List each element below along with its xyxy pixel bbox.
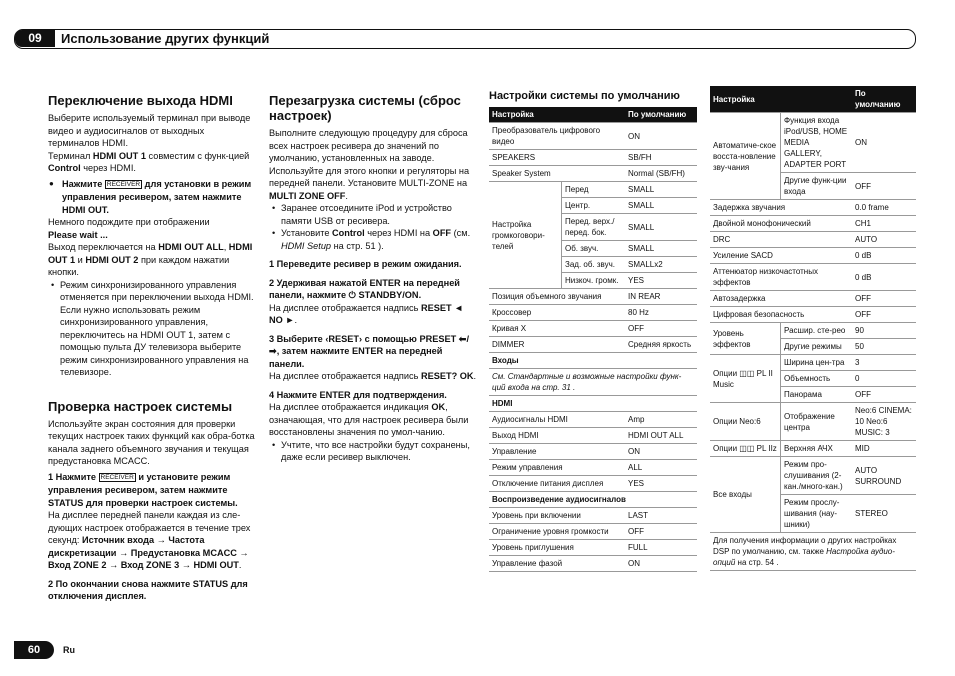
cell: Все входы — [710, 457, 781, 533]
cell: 90 — [852, 323, 916, 339]
cell: Опции ◫◫ PL IIz — [710, 441, 781, 457]
cell: Amp — [625, 412, 697, 428]
paragraph — [48, 509, 256, 572]
text: Control — [48, 163, 81, 173]
text: Для получения информации о других настройках DSP по умолчанию, см. также — [713, 536, 897, 556]
text: и — [75, 254, 86, 265]
cell: Верхняя АЧХ — [781, 441, 853, 457]
cell: 50 — [852, 339, 916, 355]
cell: Режим прослу-шивания (нау-шники) — [781, 495, 853, 533]
table-row — [710, 264, 916, 291]
defaults-table-2 — [710, 86, 916, 571]
header-setting: Настройка — [489, 107, 625, 123]
step-1 — [48, 471, 256, 510]
text: MULTI ZONE OFF — [269, 190, 346, 201]
table-row — [489, 540, 697, 556]
text: Нажмите — [62, 178, 105, 189]
cell: Входы — [489, 353, 697, 369]
table-row — [710, 291, 916, 307]
cell: См. Стандартные и возможные настройки функ-ций входа на стр. 31 . — [489, 369, 697, 396]
text: через HDMI на — [364, 228, 433, 238]
instruction — [48, 178, 256, 217]
receiver-key-icon: RECEIVER — [106, 180, 141, 188]
cell: Аттенюатор низкочастотных эффектов — [710, 264, 852, 291]
cell: Уровень при включении — [489, 508, 625, 524]
paragraph: Немного подождите при отображении — [48, 217, 210, 227]
section-title-reset: Перезагрузка системы (сброс настроек) — [269, 93, 461, 123]
cell: Преобразователь цифрового видео — [489, 123, 625, 150]
cell: Панорама — [781, 387, 853, 403]
text: . — [473, 371, 477, 381]
cell: SMALL — [625, 198, 697, 214]
cell: FULL — [625, 540, 697, 556]
cell: Средняя яркость — [625, 337, 697, 353]
cell: SMALL — [625, 241, 697, 257]
link-hdmi-setup[interactable]: HDMI Setup — [281, 240, 332, 251]
paragraph: Выберите используемый терминал при выводе видео и аудиосигналов от выходных терминалов HDMI. — [48, 113, 251, 148]
table-row — [489, 428, 697, 444]
cell: STEREO — [852, 495, 916, 533]
table-row — [710, 248, 916, 264]
cell: Кривая X — [489, 321, 625, 337]
cell: DRC — [710, 232, 852, 248]
cell: Neo:6 CINEMA: 10 Neo:6 MUSIC: 3 — [852, 403, 916, 441]
table-row — [710, 403, 916, 441]
section-title-defaults: Настройки системы по умолчанию — [489, 90, 680, 102]
table-row — [489, 321, 697, 337]
text: (см. — [451, 228, 471, 238]
cell: YES — [625, 476, 697, 492]
cell: OFF — [625, 524, 697, 540]
note-bullet: • Режим синхронизированного управления отменяется при переключении выхода HDMI. Если нужно использовать режим синхронизированного управления, переключитесь на HDMI OUT 1, затем с помощью пульта ДУ телевизора выберите режим синхронизированного управления на телевизоре. — [48, 279, 256, 379]
table-row — [489, 289, 697, 305]
text: при каждом нажатии кнопки. — [48, 254, 230, 277]
link-audio-options[interactable]: Настройка аудио-опций — [713, 547, 895, 567]
paragraph — [269, 302, 478, 327]
paragraph — [269, 370, 478, 383]
cell: IN REAR — [625, 289, 697, 305]
table-row — [710, 232, 916, 248]
text: и установите режим управления ресивером, затем нажмите STATUS для проверки настроек системы. — [48, 471, 238, 508]
cell: HDMI OUT ALL — [625, 428, 697, 444]
text: HDMI OUT 2 — [85, 254, 139, 265]
step-3: 3 Выберите ‹RESET› с помощью PRESET ⬅/➡, затем нажмите ENTER на передней панели. — [269, 333, 470, 369]
cell — [710, 533, 916, 571]
cell: Автозадержка — [710, 291, 852, 307]
cell: Автоматиче-ское восста-новление зву-чания — [710, 113, 781, 200]
cell: SMALL — [625, 182, 697, 198]
language-code: Ru — [63, 645, 75, 655]
cell: 80 Hz — [625, 305, 697, 321]
table-row — [489, 524, 697, 540]
cell: ON — [625, 556, 697, 572]
chapter-header — [14, 29, 916, 49]
cell: Центр. — [562, 198, 626, 214]
column-4 — [710, 86, 918, 571]
cell: 3 — [852, 355, 916, 371]
text: на стр. 54 . — [735, 558, 779, 567]
step-1: 1 Переведите ресивер в режим ожидания. — [269, 259, 462, 269]
cell: Двойной монофонический — [710, 216, 852, 232]
paragraph — [269, 401, 478, 439]
text: На дисплее передней панели каждая из сле-дующих настроек отображается в течение трех секунд: — [48, 510, 251, 545]
cell: SPEAKERS — [489, 150, 625, 166]
cell: Отключение питания дисплея — [489, 476, 625, 492]
cell: Низкоч. громк. — [562, 273, 626, 289]
table-header — [489, 107, 697, 123]
table-row — [489, 556, 697, 572]
note-bullet: • Заранее отсоедините iPod и устройство памяти USB от ресивера. — [269, 202, 478, 227]
table-row — [489, 123, 697, 150]
cell: SB/FH — [625, 150, 697, 166]
cell: Расшир. сте-рео — [781, 323, 853, 339]
cell: Перед. верх./перед. бок. — [562, 214, 626, 241]
cell: Уровень приглушения — [489, 540, 625, 556]
table-row — [710, 323, 916, 339]
cell: OFF — [852, 307, 916, 323]
cell: Объемность — [781, 371, 853, 387]
table-header — [710, 86, 916, 113]
text: Терминал — [48, 150, 93, 161]
cell: AUTO — [852, 232, 916, 248]
cell: Опции ◫◫ PL II Music — [710, 355, 781, 403]
cell: Функция входа iPod/USB, HOME MEDIA GALLERY, ADAPTER PORT — [781, 113, 853, 173]
table-row — [710, 216, 916, 232]
cell: ON — [625, 123, 697, 150]
cell: Перед — [562, 182, 626, 198]
chapter-number: 09 — [15, 30, 55, 47]
step-2: 2 Удерживая нажатой ENTER на передней панели, нажмите ⏻ STANDBY/ON. — [269, 277, 460, 300]
cell: MID — [852, 441, 916, 457]
cell: OFF — [852, 173, 916, 200]
column-3 — [489, 90, 699, 572]
cell: Воспроизведение аудиосигналов — [489, 492, 697, 508]
cell: DIMMER — [489, 337, 625, 353]
table-row — [489, 305, 697, 321]
cell: Отображение центра — [781, 403, 853, 441]
cell: Кроссовер — [489, 305, 625, 321]
cell: Опции Neo:6 — [710, 403, 781, 441]
text: На дисплее отображается индикация — [269, 402, 432, 412]
section-title-system-check: Проверка настроек системы — [48, 398, 233, 414]
table-row — [489, 182, 697, 198]
cell: Режим управления — [489, 460, 625, 476]
cell: 0.0 frame — [852, 200, 916, 216]
text: Выполните следующую процедуру для сброса всех настроек ресивера до значений по умолчанию, установленных на заводе. Используйте для этого кнопки и регуляторы на передней панели. Установите MULTI-ZONE на — [269, 128, 470, 188]
defaults-table-1 — [489, 107, 697, 572]
cell: Normal (SB/FH) — [625, 166, 697, 182]
cell: Управление — [489, 444, 625, 460]
table-row — [489, 337, 697, 353]
cell: Усиление SACD — [710, 248, 852, 264]
text: Control — [332, 228, 365, 238]
table-row — [710, 457, 916, 495]
section-title-hdmi-output: Переключение выхода HDMI — [48, 93, 233, 108]
text: На дисплее отображается надпись — [269, 371, 421, 381]
cell: 0 dB — [852, 264, 916, 291]
table-row — [710, 307, 916, 323]
column-2 — [269, 93, 478, 464]
text: Источник входа → Частота дискретизации → Предустановка MCACC → Вход ZONE 2 → Вход ZONE 3 → HDMI OUT — [48, 535, 249, 570]
text: через HDMI. — [80, 163, 136, 173]
cell: Ограничение уровня громкости — [489, 524, 625, 540]
paragraph — [48, 150, 256, 175]
cell: Ширина цен-тра — [781, 355, 853, 371]
text: . — [345, 190, 348, 201]
cell: SMALLx2 — [625, 257, 697, 273]
cell: Speaker System — [489, 166, 625, 182]
cell: ON — [625, 444, 697, 460]
cell: Задержка звучания — [710, 200, 852, 216]
text: HDMI OUT 1 — [92, 150, 146, 161]
table-row — [710, 200, 916, 216]
note-bullet: • Учтите, что все настройки будут сохранены, даже если ресивер выключен. — [269, 439, 478, 464]
cell: ALL — [625, 460, 697, 476]
cell: Зад. об. звуч. — [562, 257, 626, 273]
table-section — [489, 396, 697, 412]
paragraph: Используйте экран состояния для проверки текущих настроек таких функций как обра-ботка канала заднего объемного звучания и текущая предустановка MCACC. — [48, 418, 255, 466]
cell: Уровень эффектов — [710, 323, 781, 355]
cell: Об. звуч. — [562, 241, 626, 257]
cell: Управление фазой — [489, 556, 625, 572]
header-default: По умолчанию — [852, 86, 916, 113]
paragraph — [48, 241, 256, 279]
cell: Режим про-слушивания (2-кан./много-кан.) — [781, 457, 853, 495]
cell: Другие режимы — [781, 339, 853, 355]
text: OFF — [432, 228, 452, 238]
table-row — [489, 476, 697, 492]
cell: 0 — [852, 371, 916, 387]
display-message: Please wait ... — [48, 229, 108, 240]
paragraph — [269, 127, 478, 202]
text: RESET? OK — [420, 371, 474, 381]
text: RESET ◄ NO ► — [269, 302, 464, 325]
cell: OFF — [852, 291, 916, 307]
table-row — [710, 441, 916, 457]
text: HDMI OUT ALL — [158, 242, 224, 252]
cell: CH1 — [852, 216, 916, 232]
cell: HDMI — [489, 396, 697, 412]
table-row — [710, 355, 916, 371]
cell: OFF — [852, 387, 916, 403]
step-4: 4 Нажмите ENTER для подтверждения. — [269, 389, 447, 400]
table-row — [489, 166, 697, 182]
cell: Позиция объемного звучания — [489, 289, 625, 305]
table-row — [489, 444, 697, 460]
receiver-key-icon: RECEIVER — [100, 473, 134, 481]
text: , означающая, что для настроек ресивера были восстановлены значения по умол-чанию. — [269, 402, 469, 437]
text: Выход переключается на — [48, 242, 159, 252]
text: 1 Нажмите — [48, 471, 99, 482]
cell: LAST — [625, 508, 697, 524]
cell: Цифровая безопасность — [710, 307, 852, 323]
text: HDMI OUT 1 — [48, 242, 253, 265]
table-section — [489, 492, 697, 508]
cell: AUTO SURROUND — [852, 457, 916, 495]
header-default: По умолчанию — [625, 107, 697, 123]
cell: OFF — [625, 321, 697, 337]
cell: 0 dB — [852, 248, 916, 264]
cell: Аудиосигналы HDMI — [489, 412, 625, 428]
cell: Другие функ-ции входа — [781, 173, 853, 200]
cell: ON — [852, 113, 916, 173]
text: совместим с функ-цией — [145, 150, 250, 161]
cell: YES — [625, 273, 697, 289]
note-bullet — [269, 227, 478, 252]
header-setting: Настройка — [710, 86, 852, 113]
text: OK — [431, 402, 446, 412]
page-number: 60 — [14, 641, 54, 659]
text: для установки в режим управления ресивером, затем нажмите HDMI OUT. — [62, 178, 252, 215]
table-note — [710, 533, 916, 571]
cell: SMALL — [625, 214, 697, 241]
step-2: 2 По окончании снова нажмите STATUS для отключения дисплея. — [48, 578, 248, 601]
table-row — [489, 508, 697, 524]
text: Установите — [281, 228, 332, 238]
chapter-title: Использование других функций — [61, 31, 270, 46]
table-row — [489, 369, 697, 396]
table-row — [489, 460, 697, 476]
table-row — [710, 113, 916, 173]
text: На дисплее отображается надпись — [269, 302, 421, 313]
text: , — [223, 242, 229, 252]
table-row — [489, 150, 697, 166]
text: на стр. 51 ). — [331, 240, 384, 251]
cell: Выход HDMI — [489, 428, 625, 444]
text: . — [294, 315, 297, 325]
column-1 — [48, 93, 256, 603]
cell: Настройка громкоговори-телей — [489, 182, 562, 289]
table-row — [489, 412, 697, 428]
text: . — [238, 560, 242, 570]
table-section — [489, 353, 697, 369]
